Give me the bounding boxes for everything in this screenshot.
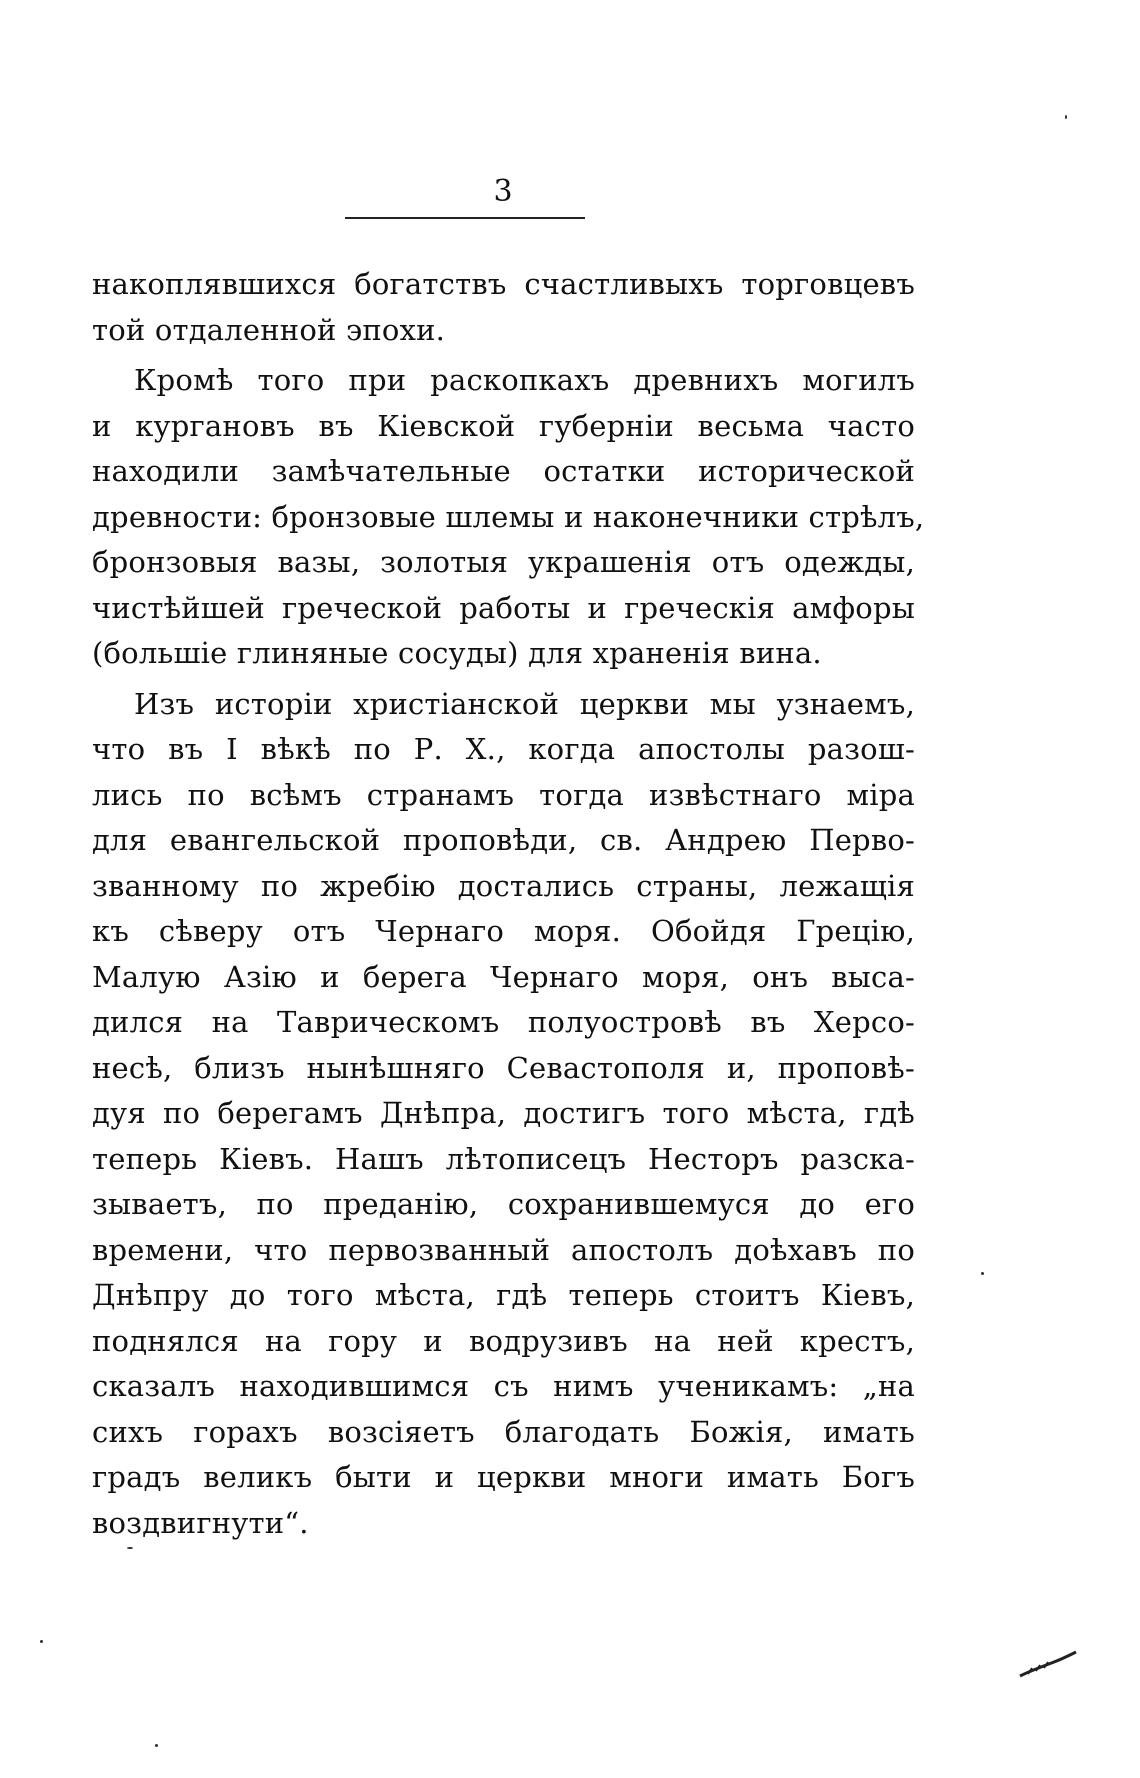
text-line: зываетъ, по преданію, сохранившемуся до его	[92, 1187, 915, 1221]
text-line: для евангельской проповѣди, св. Андрею Перво-	[92, 823, 915, 857]
ink-mark	[1018, 1650, 1078, 1680]
text-line: той отдаленной эпохи.	[92, 312, 446, 347]
text-line: градъ великъ быти и церкви многи имать Богъ	[92, 1460, 915, 1494]
text-line: чистѣйшей греческой работы и греческія амфоры	[92, 590, 915, 625]
text-line: званному по жребію достались страны, лежащія	[92, 868, 915, 903]
text-line: дуя по берегамъ Днѣпра, достигъ того мѣста, гдѣ	[92, 1096, 915, 1130]
text-line: теперь Кіевъ. Нашъ лѣтописецъ Несторъ разска-	[92, 1141, 915, 1176]
text-line: находили замѣчательные остатки исторической	[92, 454, 915, 488]
scan-speck	[155, 1744, 158, 1747]
scan-speck	[1065, 115, 1067, 119]
text-line: сказалъ находившимся съ нимъ ученикамъ: „на	[92, 1369, 915, 1403]
text-line: Днѣпру до того мѣста, гдѣ теперь стоитъ Кіевъ,	[92, 1278, 915, 1312]
text-line: сихъ горахъ возсіяетъ благодать Божія, имать	[92, 1414, 915, 1449]
text-line: (большіе глиняные сосуды) для храненія вина.	[92, 636, 822, 670]
text-line: поднялся на гору и водрузивъ на ней крестъ,	[92, 1323, 915, 1358]
header-rule	[345, 217, 585, 219]
body-text	[92, 262, 925, 1546]
text-line: дился на Таврическомъ полуостровѣ въ Херсо-	[92, 1005, 915, 1039]
text-line: несѣ, близъ нынѣшняго Севастополя и, проповѣ-	[92, 1050, 915, 1085]
text-line: накоплявшихся богатствъ счастливыхъ торговцевъ	[92, 267, 915, 301]
scan-speck	[40, 1640, 43, 1643]
text-line: древности: бронзовые шлемы и наконечники стрѣлъ,	[92, 499, 925, 534]
text-line: Изъ исторіи христіанской церкви мы узнаемъ,	[134, 686, 915, 721]
text-line: Малую Азію и берега Чернаго моря, онъ выса-	[92, 959, 915, 994]
text-line: бронзовыя вазы, золотыя украшенія отъ одежды,	[92, 545, 915, 579]
text-line: что въ I вѣкѣ по Р. Х., когда апостолы разош-	[92, 732, 915, 766]
text-line: и кургановъ въ Кіевской губерніи весьма часто	[92, 408, 915, 443]
text-line: лись по всѣмъ странамъ тогда извѣстнаго міра	[92, 777, 915, 812]
text-line: времени, что первозванный апостолъ доѣхавъ по	[92, 1232, 915, 1267]
text-line: Кромѣ того при раскопкахъ древнихъ могилъ	[134, 363, 915, 397]
text-line: воздвигнути“.	[92, 1505, 309, 1540]
text-line: къ сѣверу отъ Чернаго моря. Обойдя Грецію,	[92, 914, 915, 948]
scan-speck	[127, 1547, 133, 1549]
scan-speck	[981, 1272, 984, 1275]
page-number: 3	[493, 174, 513, 209]
